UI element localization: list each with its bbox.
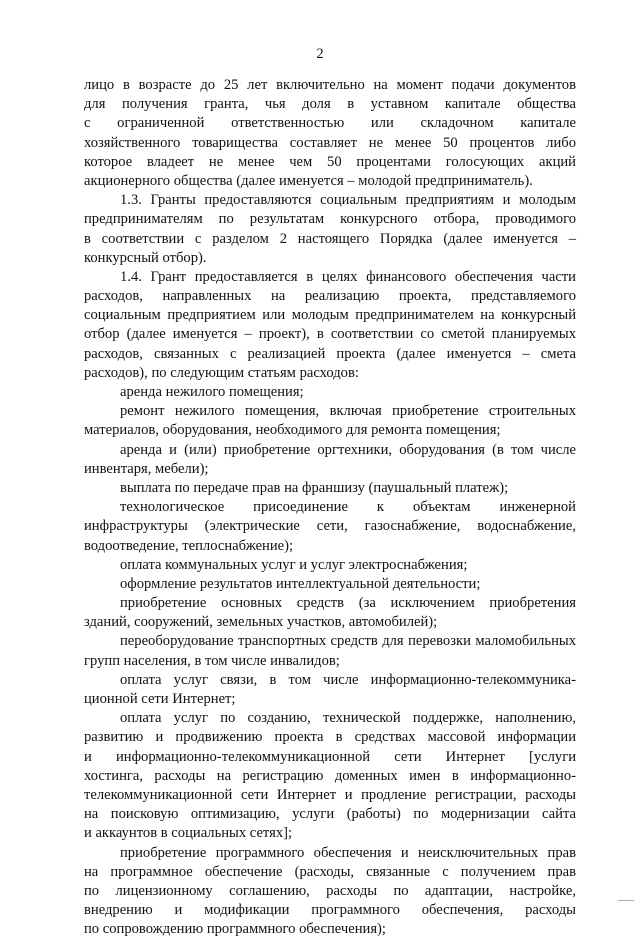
text-line: водоотведение, теплоснабжение); (84, 537, 294, 554)
text-line: материалов, оборудования, необходимого для ремонта помещения; (84, 422, 501, 439)
text-line: хостинга, расходы на регистрацию доменных имен в информационно- (84, 767, 576, 784)
text-line: лицо в возрасте до 25 лет включительно на момент подачи документов (84, 77, 576, 93)
text-line: выплата по передаче прав на франшизу (паушальный платеж); (120, 479, 509, 496)
text-line: оформление результатов интеллектуальной деятельности; (120, 575, 481, 592)
text-line: расходов, связанных с реализацией проекта (далее именуется – смета (84, 345, 576, 362)
text-line: 1.4. Грант предоставляется в целях финансового обеспечения части (120, 268, 576, 285)
document-body (84, 76, 576, 939)
text-line: которое владеет не менее чем 50 процентами голосующих акций (84, 153, 576, 170)
text-line: развитию и продвижению проекта в средствах массовой информации (84, 729, 576, 746)
text-line: групп населения, в том числе инвалидов; (84, 652, 340, 669)
text-line: 1.3. Гранты предоставляются социальным предприятиям и молодым (120, 192, 576, 209)
text-line: отбор (далее именуется – проект), в соответствии со сметой планируемых (84, 326, 576, 343)
text-line: аренда и (или) приобретение оргтехники, оборудования (в том числе (120, 441, 576, 458)
text-line: и информационно-телекоммуникационной сети Интернет [услуги (84, 748, 576, 765)
text-line: приобретение программного обеспечения и неисключительных прав (120, 844, 576, 861)
text-line: для получения гранта, чья доля в уставном капитале общества (84, 96, 576, 113)
text-line: ремонт нежилого помещения, включая приобретение строительных (120, 403, 576, 420)
text-line: с ограниченной ответственностью или складочном капитале (84, 115, 576, 132)
text-line: в соответствии с разделом 2 настоящего Порядка (далее именуется – (84, 230, 576, 247)
text-line: инвентаря, мебели); (84, 460, 209, 477)
text-line: аренда нежилого помещения; (120, 384, 304, 400)
text-line: акционерного общества (далее именуется – молодой предприниматель). (84, 172, 533, 189)
text-line: социальным предприятием или молодым предпринимателем на конкурсный (84, 307, 576, 324)
text-line: технологическое присоединение к объектам инженерной (120, 499, 576, 516)
text-line: по лицензионному соглашению, расходы по адаптации, настройке, (84, 882, 576, 899)
text-line: оплата услуг связи, в том числе информационно-телекоммуника- (120, 671, 576, 688)
text-line: по сопровождению программного обеспечения); (84, 921, 386, 938)
text-line: инфраструктуры (электрические сети, газоснабжение, водоснабжение, (84, 518, 576, 535)
scan-artifact (618, 894, 634, 901)
text-line: расходов), по следующим статьям расходов: (84, 364, 359, 381)
text-line: оплата коммунальных услуг и услуг электроснабжения; (120, 556, 468, 573)
text-line: на программное обеспечение (расходы, связанные с получением прав (84, 863, 576, 880)
text-line: и аккаунтов в социальных сетях]; (84, 825, 293, 842)
text-line: расходов, направленных на реализацию проекта, представляемого (84, 288, 576, 305)
text-line: хозяйственного товарищества составляет не менее 50 процентов либо (84, 134, 576, 151)
page-number: 2 (316, 46, 324, 62)
text-line: предпринимателям по результатам конкурсного отбора, проводимого (84, 211, 576, 228)
text-line: приобретение основных средств (за исключением приобретения (120, 595, 576, 612)
text-line: ционной сети Интернет; (84, 691, 236, 707)
text-line: телекоммуникационной сети Интернет и продление регистрации, расходы (84, 786, 576, 803)
text-line: переоборудование транспортных средств для перевозки маломобильных (120, 633, 576, 650)
text-line: внедрению и модификации программного обеспечения, расходы (84, 902, 576, 919)
text-line: конкурсный отбор). (84, 249, 207, 266)
text-line: оплата услуг по созданию, технической поддержке, наполнению, (120, 710, 576, 727)
text-line: на поисковую оптимизацию, услуги (работы) по модернизации сайта (84, 806, 576, 823)
text-line: зданий, сооружений, земельных участков, автомобилей); (84, 614, 438, 631)
